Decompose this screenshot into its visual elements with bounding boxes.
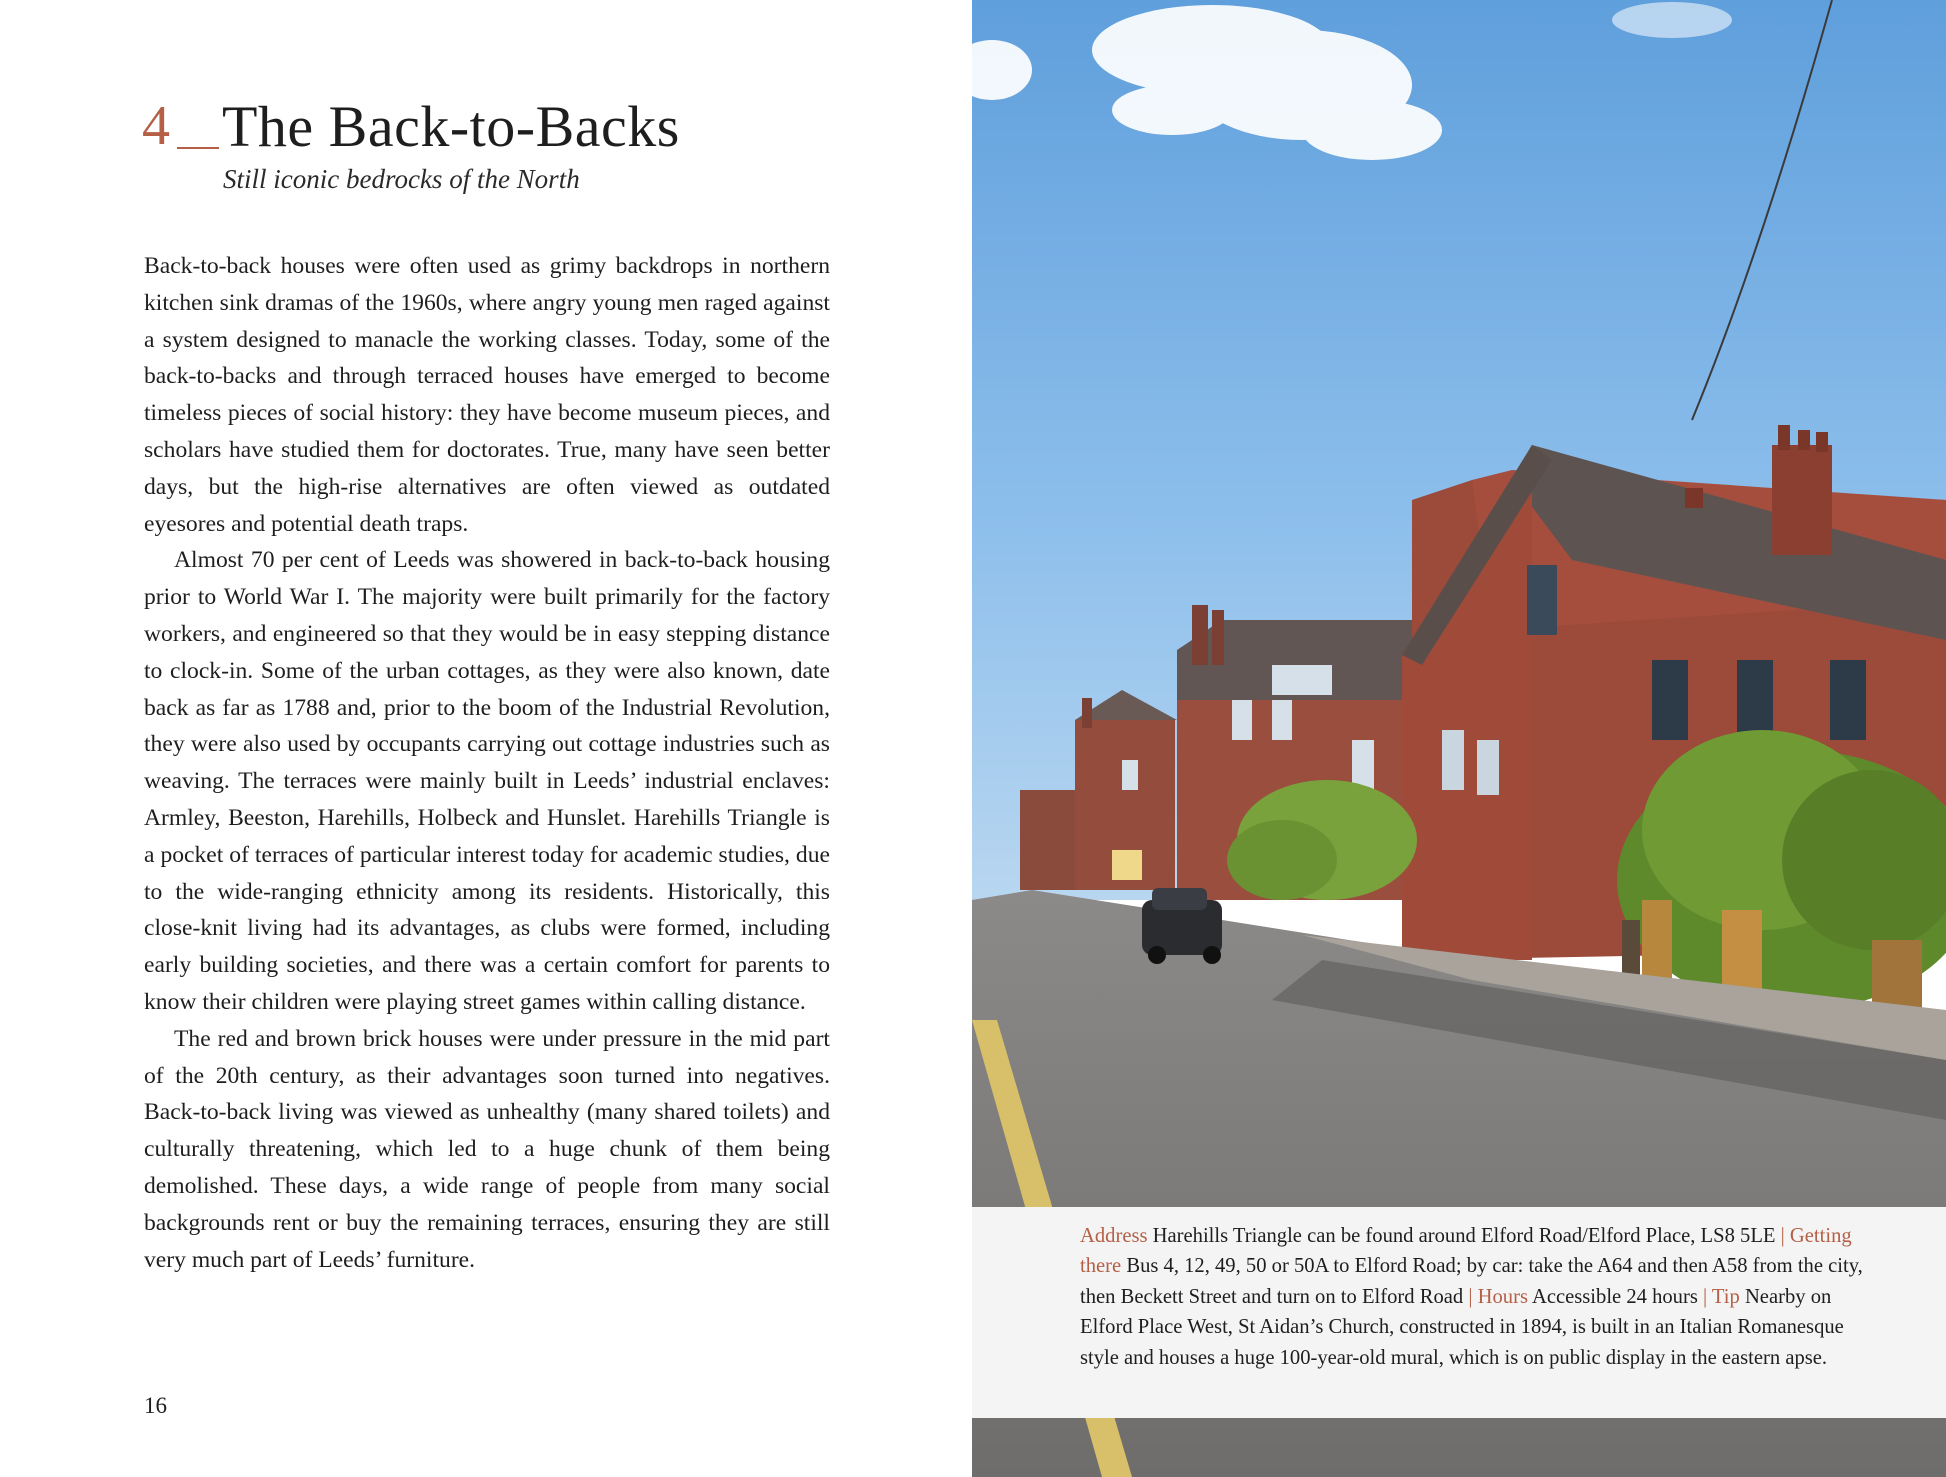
chapter-number: 4	[142, 95, 170, 157]
chapter-title: The Back-to-Backs	[222, 94, 680, 159]
chapter-number-rule	[177, 147, 219, 149]
info-separator: |	[1468, 1285, 1473, 1308]
tip-label: Tip	[1711, 1285, 1740, 1308]
body-paragraph: The red and brown brick houses were under pressure in the mid part of the 20th century, as their advantages soon turned into negatives. Back-to-back living was viewed as unhealthy (many shared toilets) and culturally threatening, which led to a huge chunk of them being demolished. These days, a wide range of people from many social backgrounds rent or buy the remaining terraces, ensuring they are still very much part of Leeds’ furniture.	[144, 1025, 830, 1273]
address-text: Harehills Triangle can be found around Elford Road/Elford Place, LS8 5LE	[1152, 1225, 1776, 1247]
page-number: 16	[144, 1393, 167, 1418]
getting-there-label: Getting there	[1080, 1225, 1852, 1278]
left-page	[0, 0, 972, 1477]
address-label: Address	[1080, 1225, 1148, 1247]
body-text	[144, 248, 830, 1278]
hours-text: Accessible 24 hours	[1531, 1285, 1698, 1308]
getting-there-text: Bus 4, 12, 49, 50 or 50A to Elford Road; by car: take the A64 and then A58 from the city, then Beckett Street and turn on to Elford Road	[1080, 1255, 1863, 1308]
hours-label: Hours	[1477, 1285, 1528, 1308]
info-separator: |	[1703, 1285, 1708, 1308]
tip-text: Nearby on Elford Place West, St Aidan’s Church, constructed in 1894, is built in an Italian Romanesque style and houses a huge 100-year-old mural, which is on public display in the eastern apse.	[1080, 1285, 1844, 1369]
info-box	[972, 1207, 1946, 1418]
body-paragraph: Back-to-back houses were often used as grimy backdrops in northern kitchen sink dramas of the 1960s, where angry young men raged against a system designed to manacle the working classes. Today, some of the back-to-backs and through terraced houses have emerged to become timeless pieces of social history: they have become museum pieces, and scholars have studied them for doctorates. True, many have seen better days, but the high-rise alternatives are often viewed as outdated eyesores and potential death traps.	[144, 253, 830, 537]
body-paragraph: Almost 70 per cent of Leeds was showered in back-to-back housing prior to World War I. The majority were built primarily for the factory workers, and engineered so that they would be in easy stepping distance to clock-in. Some of the urban cottages, as they were also known, date back as far as 1788 and, prior to the boom of the Industrial Revolution, they were also used by occupants carrying out cottage industries such as weaving. The terraces were mainly built in Leeds’ industrial enclaves: Armley, Beeston, Harehills, Holbeck and Hunslet. Harehills Triangle is a pocket of terraces of particular interest today for academic studies, due to the wide-ranging ethnicity among its residents. Historically, this close-knit living had its advantages, as clubs were formed, including early building societies, and there was a certain comfort for parents to know their children were playing street games within calling distance.	[144, 547, 830, 1015]
chapter-subtitle: Still iconic bedrocks of the North	[223, 164, 580, 194]
info-text	[1080, 1221, 1870, 1373]
info-separator: |	[1780, 1225, 1785, 1247]
